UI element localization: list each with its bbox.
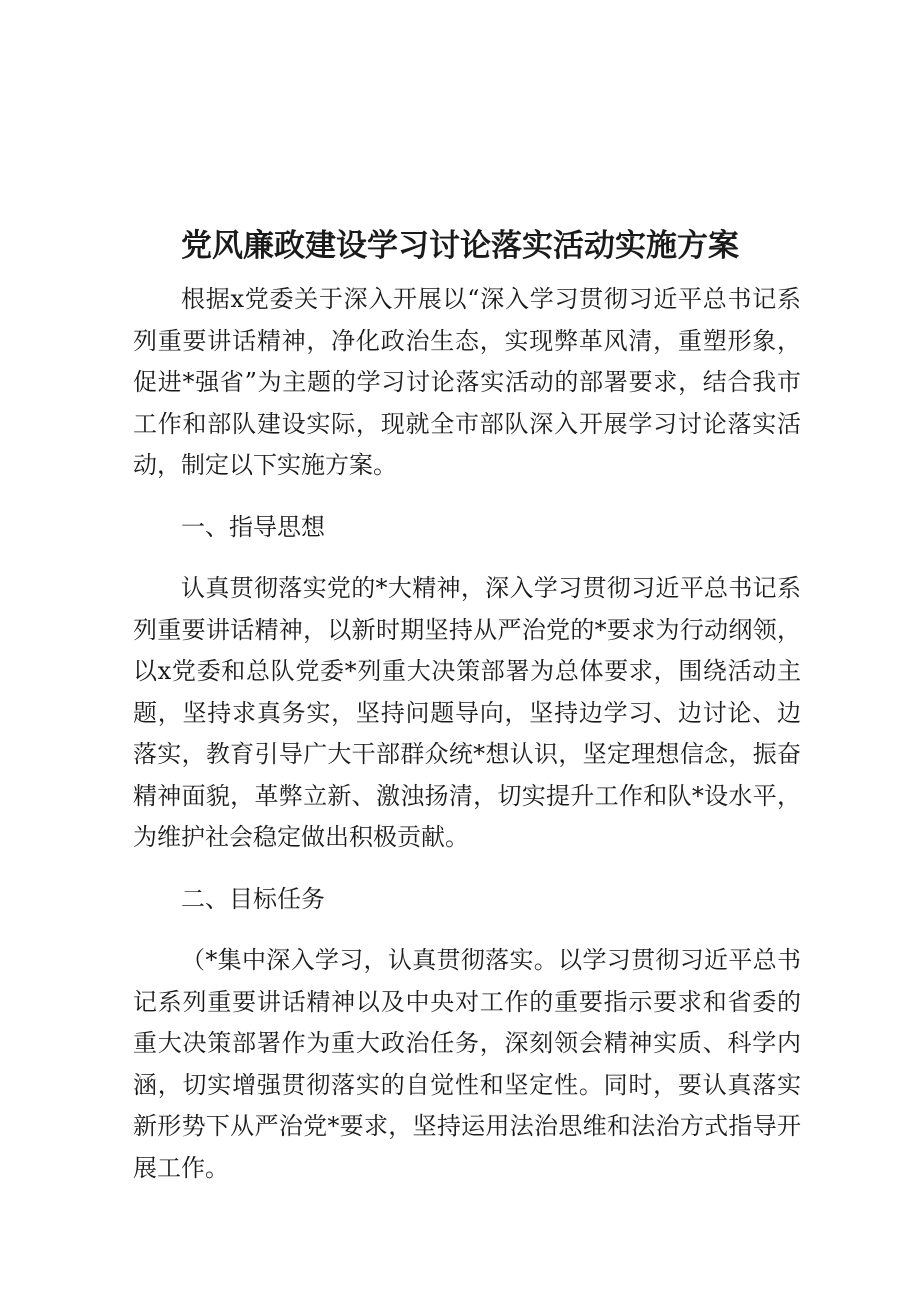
section-1-paragraph: 认真贯彻落实党的*大精神，深入学习贯彻习近平总书记系列重要讲话精神，以新时期坚持从严治党的*要求为行动纲领，以x党委和总队党委*列重大决策部署为总体要求，围绕活动主题，坚持求真务实，坚持问题导向，坚持边学习、边讨论、边落实，教育引导广大干部群众统*想认识，坚定理想信念，振奋精神面貌，革弊立新、激浊扬清，切实提升工作和队*设水平，为维护社会稳定做出积极贡献。 — [133, 574, 801, 851]
document-body — [133, 279, 801, 1189]
document-title: 党风廉政建设学习讨论落实活动实施方案 — [181, 228, 739, 264]
section-2-heading: 二、目标任务 — [181, 884, 325, 913]
intro-paragraph: 根据x党委关于深入开展以“深入学习贯彻习近平总书记系列重要讲话精神，净化政治生态，实现弊革风清，重塑形象，促进*强省”为主题的学习讨论落实活动的部署要求，结合我市工作和部队建设实际，现就全市部队深入开展学习讨论落实活动，制定以下实施方案。 — [133, 285, 801, 479]
section-1-heading: 一、指导思想 — [181, 512, 325, 541]
section-2-paragraph: （*集中深入学习，认真贯彻落实。以学习贯彻习近平总书记系列重要讲话精神以及中央对工作的重要指示要求和省委的重大决策部署作为重大政治任务，深刻领会精神实质、科学内涵，切实增强贯彻落实的自觉性和坚定性。同时，要认真落实新形势下从严治党*要求，坚持运用法治思维和法治方式指导开展工作。 — [133, 946, 801, 1182]
